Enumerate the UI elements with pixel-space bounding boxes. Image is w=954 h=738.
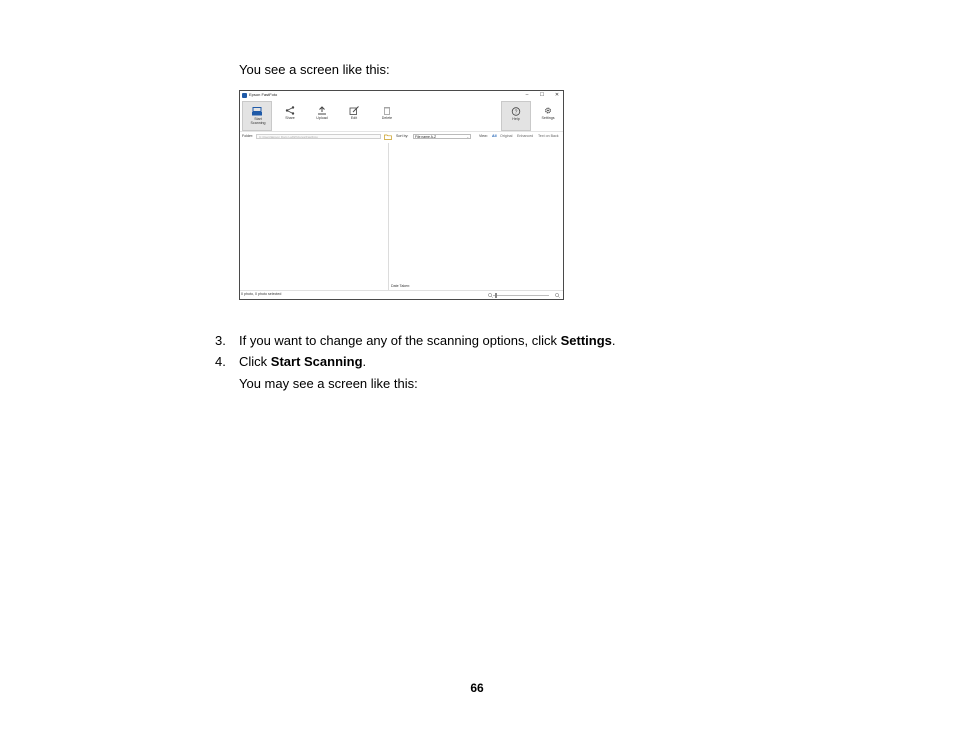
step-text-plain: Click: [239, 354, 271, 369]
upload-icon: [316, 106, 328, 115]
upload-label: Upload: [316, 116, 328, 120]
maximize-button[interactable]: ☐: [539, 92, 545, 98]
step-number: 4.: [215, 354, 226, 369]
outro-text: You may see a screen like this:: [239, 376, 418, 391]
view-option-original[interactable]: Original: [500, 134, 513, 138]
minimize-button[interactable]: –: [525, 92, 529, 98]
settings-button[interactable]: [533, 101, 563, 131]
step-text-period: .: [611, 333, 616, 348]
date-taken-label: Date Taken:: [391, 284, 411, 288]
status-bar: [240, 290, 563, 299]
gear-icon: [542, 106, 554, 115]
start-scanning-label: Start Scanning: [250, 117, 266, 126]
view-option-all[interactable]: All: [492, 134, 497, 138]
trash-icon: [381, 106, 393, 115]
edit-label: Edit: [350, 116, 358, 120]
share-button[interactable]: [275, 101, 305, 131]
close-button[interactable]: ✕: [554, 92, 560, 98]
folder-tree-pane: [240, 143, 389, 291]
chevron-down-icon: ⌄: [466, 135, 469, 139]
app-title: Epson FastFoto: [249, 92, 278, 97]
step-number: 3.: [215, 333, 226, 348]
view-option-text-on-back[interactable]: Text on Back: [538, 134, 559, 138]
epson-fastfoto-window-screenshot: [239, 90, 564, 300]
upload-button[interactable]: [307, 101, 337, 131]
help-label: Help: [512, 117, 520, 121]
sort-by-value: File name A-Z: [415, 135, 437, 139]
sort-by-label: Sort by:: [396, 134, 409, 138]
edit-button[interactable]: [339, 101, 369, 131]
folder-label: Folder:: [242, 134, 254, 138]
step-text-plain: If you want to change any of the scanning options, click: [239, 333, 561, 348]
folder-path-field[interactable]: C:\Users\Epson Docs Lab\Pictures\FastFoto: [256, 134, 381, 139]
folder-icon[interactable]: [384, 134, 392, 140]
toolbar: [240, 101, 563, 132]
zoom-slider[interactable]: [493, 295, 549, 296]
settings-emphasis: Settings: [560, 333, 612, 348]
svg-text:?: ?: [514, 109, 518, 116]
help-icon: [510, 107, 522, 116]
edit-icon: [348, 106, 360, 115]
step-text-period: .: [362, 354, 367, 369]
zoom-in-icon[interactable]: [555, 293, 560, 298]
title-bar: [240, 91, 563, 100]
photo-grid-pane: [389, 143, 564, 291]
step-text: [239, 333, 616, 349]
page-number: 66: [470, 681, 484, 695]
zoom-slider-thumb[interactable]: [495, 293, 497, 298]
app-logo-icon: [242, 93, 247, 98]
view-label: View:: [479, 134, 488, 138]
delete-label: Delete: [381, 116, 393, 120]
delete-button[interactable]: [372, 101, 402, 131]
scanner-icon: [251, 107, 263, 116]
intro-text: You see a screen like this:: [239, 62, 390, 77]
start-scanning-button[interactable]: [242, 101, 272, 131]
help-button[interactable]: [501, 101, 531, 131]
view-option-enhanced[interactable]: Enhanced: [517, 134, 534, 138]
step-text: [239, 354, 366, 370]
share-label: Share: [285, 116, 295, 120]
status-text: 0 photo, 0 photo selected: [241, 292, 282, 296]
settings-label: Settings: [541, 116, 555, 120]
start-scanning-emphasis: Start Scanning: [270, 354, 363, 369]
share-icon: [284, 106, 296, 115]
sort-by-dropdown[interactable]: [413, 134, 471, 139]
